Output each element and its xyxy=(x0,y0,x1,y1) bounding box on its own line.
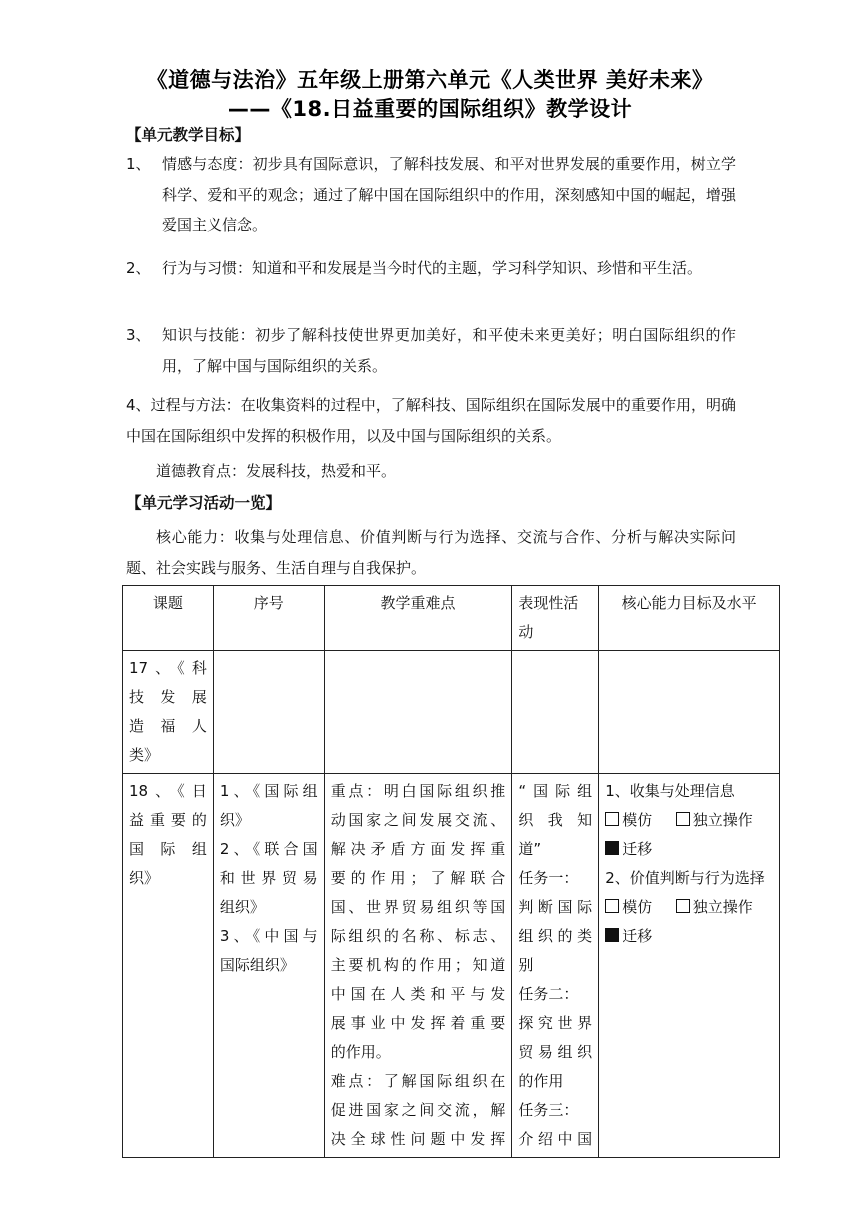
header-cell: 序号 xyxy=(213,586,324,651)
checked-box-icon xyxy=(605,928,619,942)
cell-line: 组织的类 xyxy=(518,927,593,945)
goal-item-text: 行为与习惯：知道和平和发展是当今时代的主题，学习科学知识、珍惜和平生活。 xyxy=(162,259,703,277)
ability-level-options-1b xyxy=(605,835,773,864)
unchecked-box-icon xyxy=(676,899,690,913)
cell-line: 道” xyxy=(518,840,542,858)
option-label: 独立操作 xyxy=(692,898,753,916)
cell-line: 技 发 展 xyxy=(129,688,207,706)
cell-line: 介绍中国 xyxy=(518,1130,593,1148)
cell-line: 造 福 人 xyxy=(129,717,207,735)
core-ability-paragraph: 核心能力：收集与处理信息、价值判断与行为选择、交流与合作、分析与解决实际问题、社会实践与服务、生活自理与自我保护。 xyxy=(126,528,736,577)
goal-item-number: 1、 xyxy=(126,155,151,173)
cell-line: “国际组 xyxy=(518,782,593,800)
header-cell: 表现性活动 xyxy=(512,586,599,651)
cell-line: 难点：了解国际组织在 xyxy=(330,1072,506,1090)
cell-line: 的作用 xyxy=(518,1072,564,1090)
cell-line: 组织》 xyxy=(219,898,265,916)
goal-item-text: 情感与态度：初步具有国际意识，了解科技发展、和平对世界发展的重要作用，树立学科学、爱和平的观念；通过了解中国在国际组织中的作用，深刻感知中国的崛起，增强爱国主义信念。 xyxy=(162,155,736,234)
cell-line: 任务二： xyxy=(518,985,579,1003)
cell-line: 主要机构的作用；知道 xyxy=(330,956,506,974)
moral-education-point: 道德教育点：发展科技，热爱和平。 xyxy=(156,462,397,480)
cell-line: 别 xyxy=(518,956,534,974)
cell-line: 织》 xyxy=(129,869,160,887)
level-option-transfer xyxy=(605,840,652,858)
option-label: 迁移 xyxy=(622,927,653,945)
topic-cell xyxy=(123,774,214,1158)
cell-line: 中国在人类和平与发 xyxy=(330,985,506,1003)
ability-level-options-2b xyxy=(605,922,773,951)
level-option-imitate xyxy=(605,898,652,916)
cell-line: 国际组织》 xyxy=(219,956,295,974)
level-option-independent xyxy=(676,898,753,916)
ability-level-options-2 xyxy=(605,893,773,922)
cell-line: 类》 xyxy=(129,746,160,764)
unit-activity-table xyxy=(122,585,780,1158)
ability-line-2: 2、价值判断与行为选择 xyxy=(605,869,765,887)
cell-line: 17、《科 xyxy=(129,659,207,677)
cell-line: 决全球性问题中发挥 xyxy=(330,1130,506,1148)
cell-line: 2、《联合国 xyxy=(219,840,318,858)
doc-title-line2: ——《18.日益重要的国际组织》教学设计 xyxy=(227,97,633,121)
ability-cell xyxy=(599,651,780,774)
goal-item-1 xyxy=(126,149,736,241)
activity-cell xyxy=(512,774,599,1158)
option-label: 模仿 xyxy=(622,898,653,916)
cell-line: 动国家之间发展交流、 xyxy=(330,811,506,829)
cell-line: 要的作用；了解联合 xyxy=(330,869,506,887)
focus-cell xyxy=(324,651,512,774)
ability-cell xyxy=(599,774,780,1158)
goal-item-2 xyxy=(126,253,736,284)
topic-cell xyxy=(123,651,214,774)
doc-title-line1: 《道德与法治》五年级上册第六单元《人类世界 美好未来》 xyxy=(146,68,714,92)
cell-line: 促进国家之间交流，解 xyxy=(330,1101,506,1119)
cell-line: 任务一： xyxy=(518,869,579,887)
focus-cell xyxy=(324,774,512,1158)
header-cell: 教学重难点 xyxy=(324,586,512,651)
goal-item-number: 3、 xyxy=(126,326,151,344)
goal-item-4: 4、过程与方法：在收集资料的过程中，了解科技、国际组织在国际发展中的重要作用，明确中国在国际组织中发挥的积极作用，以及中国与国际组织的关系。 xyxy=(126,396,736,445)
unchecked-box-icon xyxy=(605,899,619,913)
unchecked-box-icon xyxy=(605,812,619,826)
cell-line: 18、《日 xyxy=(129,782,207,800)
table-row xyxy=(123,651,780,774)
table-header-row xyxy=(123,586,780,651)
ability-level-options-1 xyxy=(605,806,773,835)
cell-line: 织 我 知 xyxy=(518,811,593,829)
cell-line: 展事业中发挥着重要 xyxy=(330,1014,506,1032)
cell-line: 判断国际 xyxy=(518,898,593,916)
activity-cell xyxy=(512,651,599,774)
cell-line: 国、世界贸易组织等国 xyxy=(330,898,506,916)
header-cell: 课题 xyxy=(123,586,214,651)
goal-item-text: 知识与技能：初步了解科技使世界更加美好，和平使未来更美好；明白国际组织的作用，了解中国与国际组织的关系。 xyxy=(162,326,736,375)
option-label: 独立操作 xyxy=(692,811,753,829)
cell-line: 解决矛盾方面发挥重 xyxy=(330,840,506,858)
option-label: 迁移 xyxy=(622,840,653,858)
cell-line: 的作用。 xyxy=(330,1043,391,1061)
cell-line: 3、《中国与 xyxy=(219,927,318,945)
cell-line: 探究世界 xyxy=(518,1014,593,1032)
goal-item-3 xyxy=(126,320,736,381)
level-option-transfer xyxy=(605,927,652,945)
section-heading-unit-goals: 【单元教学目标】 xyxy=(126,126,251,144)
ability-line-1: 1、收集与处理信息 xyxy=(605,782,735,800)
level-option-independent xyxy=(676,811,753,829)
cell-line: 国 际 组 xyxy=(129,840,207,858)
sequence-cell xyxy=(213,774,324,1158)
option-label: 模仿 xyxy=(622,811,653,829)
header-cell: 核心能力目标及水平 xyxy=(599,586,780,651)
cell-line: 重点：明白国际组织推 xyxy=(330,782,506,800)
cell-line: 际组织的名称、标志、 xyxy=(330,927,506,945)
checked-box-icon xyxy=(605,841,619,855)
table-row xyxy=(123,774,780,1158)
cell-line: 1、《国际组 xyxy=(219,782,318,800)
cell-line: 贸易组织 xyxy=(518,1043,593,1061)
goal-item-number: 2、 xyxy=(126,259,151,277)
cell-line: 任务三： xyxy=(518,1101,579,1119)
section-heading-activities: 【单元学习活动一览】 xyxy=(126,494,282,512)
cell-line: 和世界贸易 xyxy=(219,869,318,887)
cell-line: 益重要的 xyxy=(129,811,207,829)
level-option-imitate xyxy=(605,811,652,829)
cell-line: 织》 xyxy=(219,811,250,829)
sequence-cell xyxy=(213,651,324,774)
unchecked-box-icon xyxy=(676,812,690,826)
